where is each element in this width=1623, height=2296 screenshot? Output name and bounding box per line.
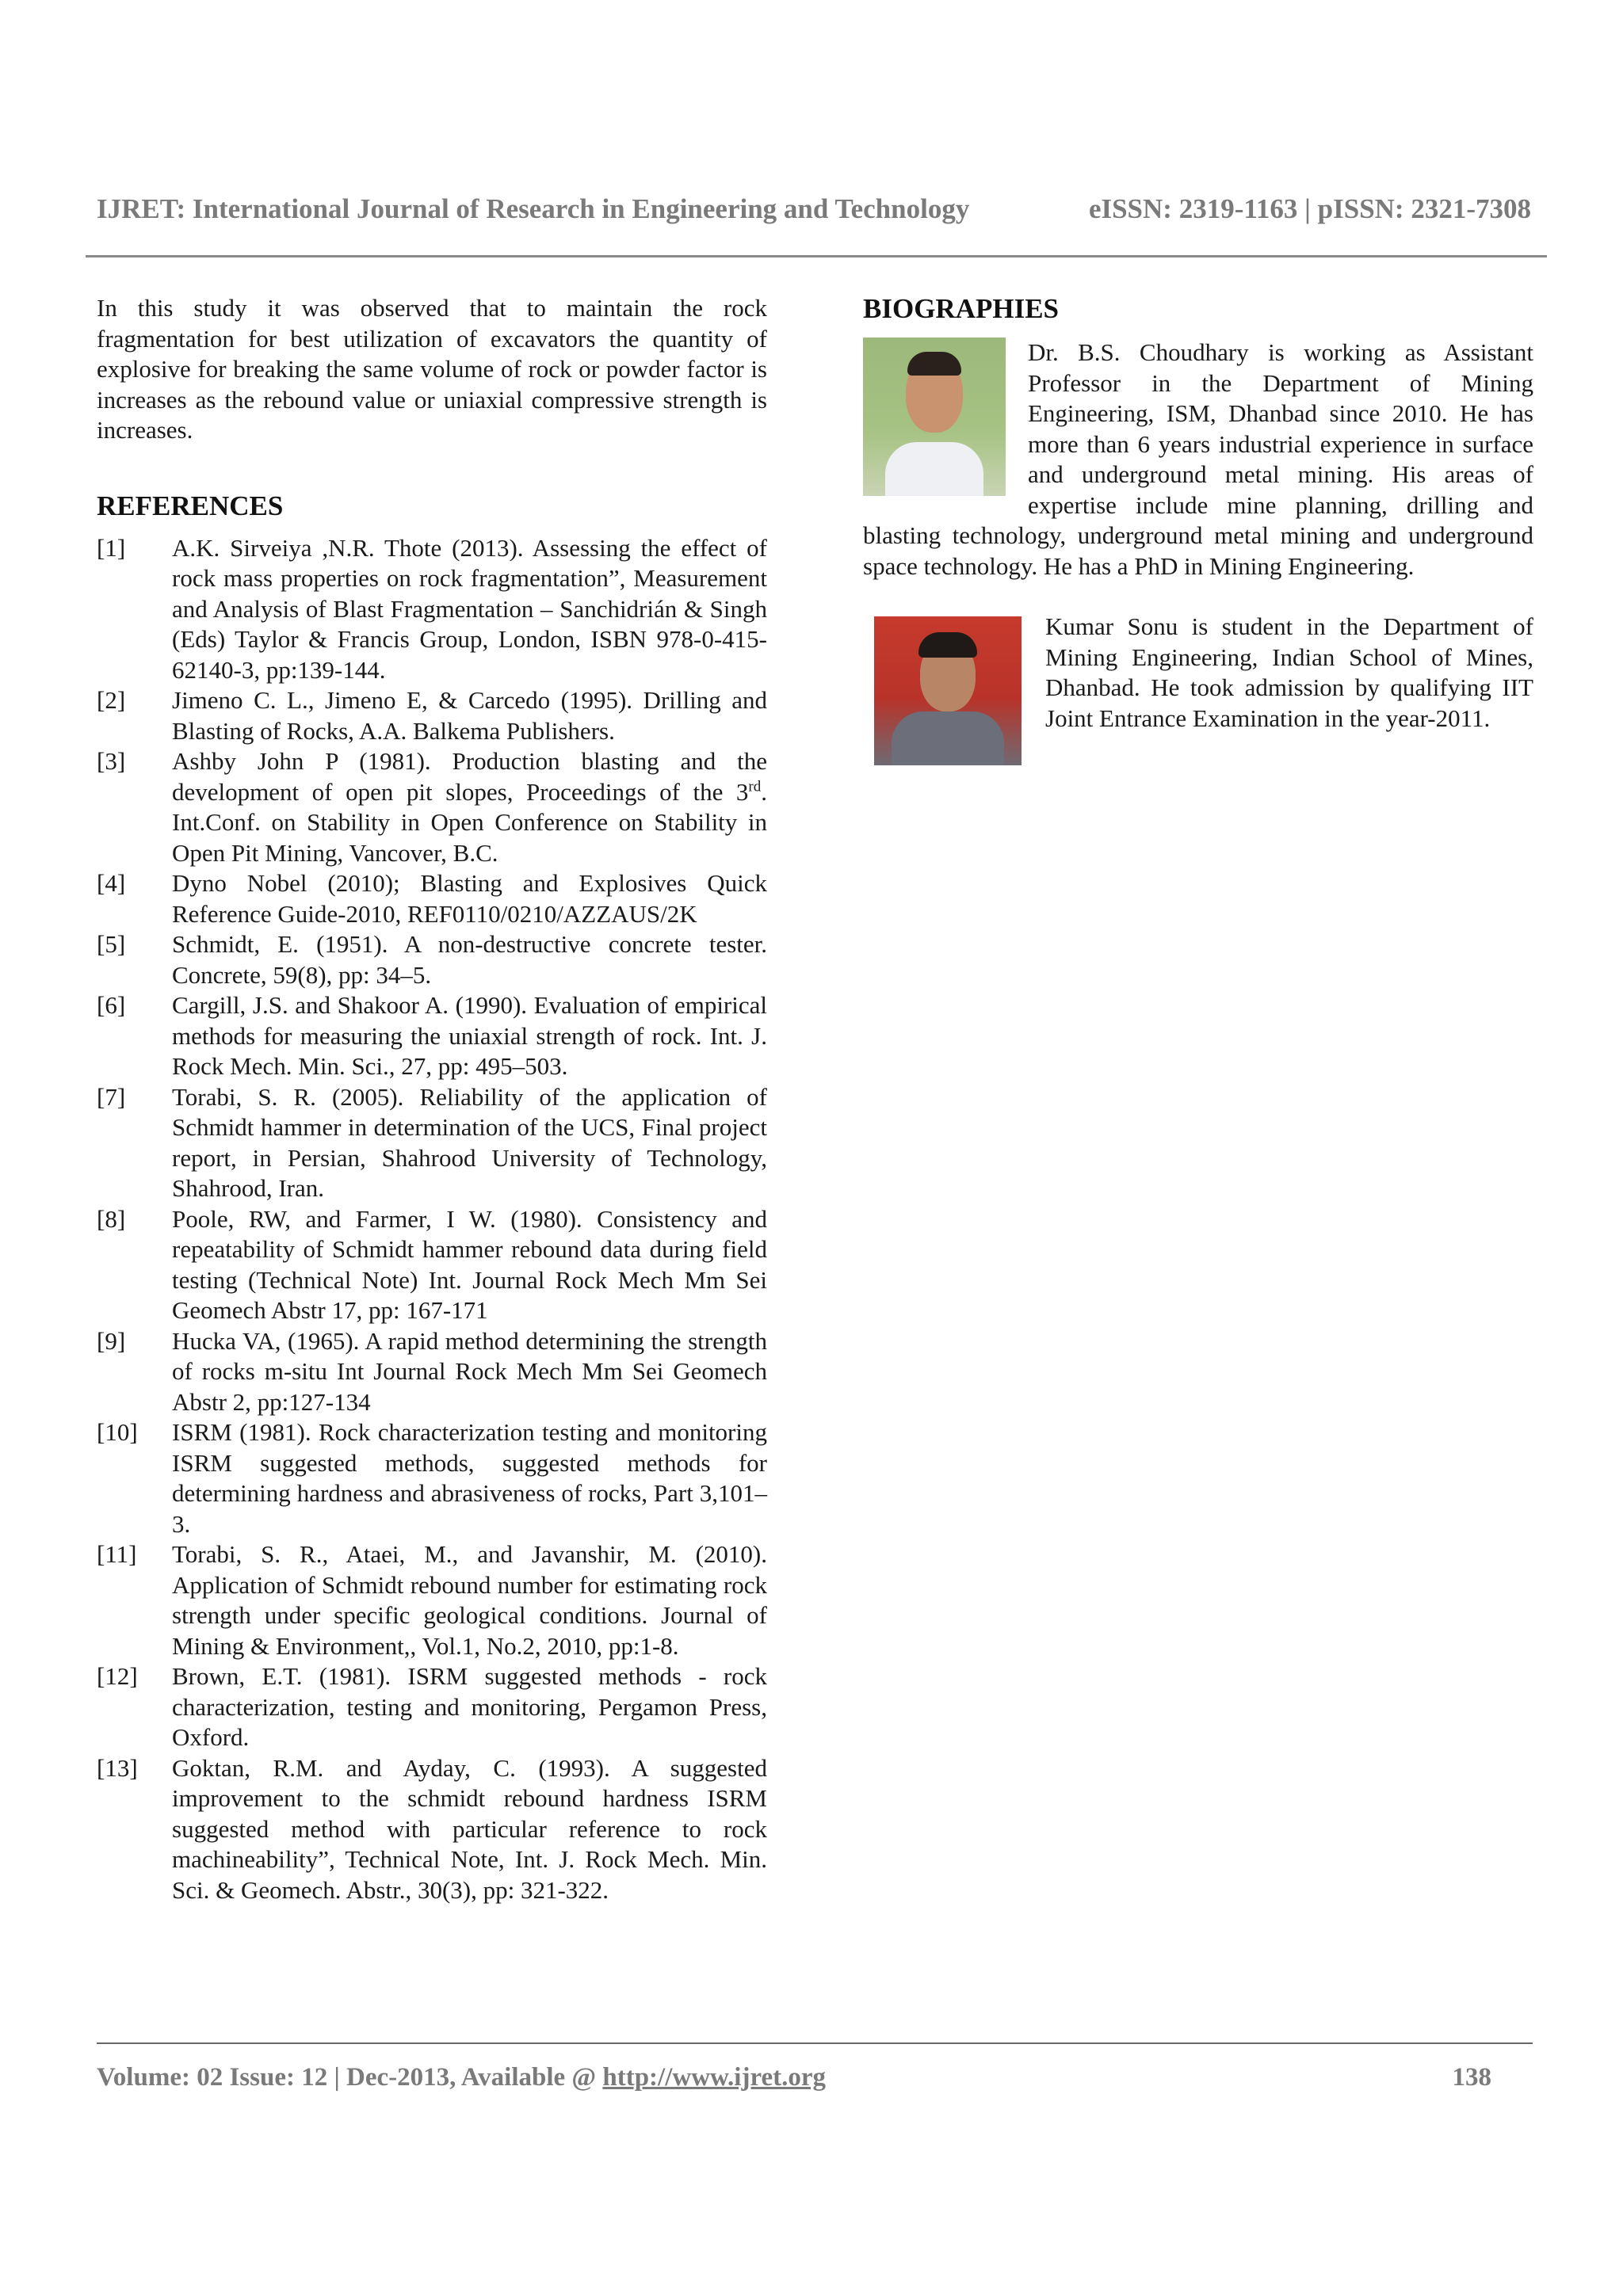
reference-text-part: . Int.Conf. on Stability in Open Conference on Stability in Open Pit Mining, Vancover, B.C. [172,777,767,867]
reference-item [97,1753,767,1906]
reference-number: [6] [97,991,126,1019]
reference-item [97,1082,767,1204]
reference-text: Brown, E.T. (1981). ISRM suggested methods - rock characterization, testing and monitoring, Pergamon Press, Oxford. [172,1662,767,1751]
reference-text: Cargill, J.S. and Shakoor A. (1990). Evaluation of empirical methods for measuring the uniaxial strength of rock. Int. J. Rock Mech. Min. Sci., 27, pp: 495–503. [172,991,767,1080]
reference-number: [9] [97,1326,126,1355]
reference-item [97,929,767,990]
reference-number: [1] [97,533,126,562]
reference-number: [13] [97,1753,138,1782]
reference-text: Schmidt, E. (1951). A non-destructive concrete tester. Concrete, 59(8), pp: 34–5. [172,930,767,989]
header-divider [86,255,1547,257]
reference-number: [11] [97,1540,137,1568]
reference-text: Dyno Nobel (2010); Blasting and Explosives Quick Reference Guide-2010, REF0110/0210/AZZAUS/2K [172,869,767,928]
reference-number: [3] [97,747,126,775]
right-column [863,293,1533,769]
reference-text: Goktan, R.M. and Ayday, C. (1993). A suggested improvement to the schmidt rebound hardness ISRM suggested method with particular reference to rock machineability”, Technical Note, Int. J. Rock Mech. Min. Sci. & Geomech. Abstr., 30(3), pp: 321-322. [172,1753,767,1904]
reference-list [97,533,767,1906]
ordinal-superscript: rd [748,778,762,795]
reference-item [97,1326,767,1418]
reference-text: Poole, RW, and Farmer, I W. (1980). Consistency and repeatability of Schmidt hammer rebound data during field testing (Technical Note) Int. Journal Rock Mech Mm Sei Geomech Abstr 17, pp: 167-171 [172,1204,767,1324]
reference-text [172,746,767,868]
reference-text: A.K. Sirveiya ,N.R. Thote (2013). Assessing the effect of rock mass properties on rock fragmentation”, Measurement and Analysis of Blast Fragmentation – Sanchidrián & Singh (Eds) Taylor & Francis Group, London, ISBN 978-0-415-62140-3, pp:139-144. [172,533,767,684]
reference-item [97,746,767,868]
biography-text: Kumar Sonu is student in the Department of Mining Engineering, Indian School of Mines, Dhanbad. He took admission by qualifying IIT Joint Entrance Examination in the year-2011. [1045,612,1533,732]
references-heading: REFERENCES [97,490,284,521]
reference-item [97,1204,767,1326]
author-photo [863,338,1006,496]
left-column [97,293,767,1905]
reference-text: Hucka VA, (1965). A rapid method determining the strength of rocks m-situ Int Journal Rock Mech Mm Sei Geomech Abstr 2, pp:127-134 [172,1326,767,1416]
reference-item [97,1661,767,1753]
reference-number: [8] [97,1204,126,1233]
reference-item [97,685,767,746]
reference-text-part: Ashby John P (1981). Production blasting and the development of open pit slopes, Proceedings of the 3 [172,747,767,806]
biography-text: Dr. B.S. Choudhary is working as Assistant Professor in the Department of Mining Engineering, ISM, Dhanbad since 2010. He has more than 6 years industrial experience in surface and underground metal mining. His areas of expertise include mine planning, drilling and blasting technology, underground metal mining and underground space technology. He has a PhD in Mining Engineering. [863,338,1533,580]
page-footer [97,2063,1491,2092]
reference-text: ISRM (1981). Rock characterization testing and monitoring ISRM suggested methods, suggested methods for determining hardness and abrasiveness of rocks, Part 3,101–3. [172,1418,767,1538]
footer-divider [97,2042,1533,2044]
reference-item [97,868,767,929]
biography-sonu [863,612,1533,769]
biographies-heading: BIOGRAPHIES [863,293,1059,324]
running-header [97,193,1531,225]
reference-item [97,990,767,1082]
biography-choudhary [863,338,1533,582]
page-number: 138 [1452,2063,1491,2092]
reference-text: Torabi, S. R., Ataei, M., and Javanshir, M. (2010). Application of Schmidt rebound number for estimating rock strength under specific geological conditions. Journal of Mining & Environment,, Vol.1, No.2, 2010, pp:1-8. [172,1540,767,1660]
intro-paragraph: In this study it was observed that to maintain the rock fragmentation for best utilization of excavators the quantity of explosive for breaking the same volume of rock or powder factor is increases as the rebound value or uniaxial compressive strength is increases. [97,294,767,444]
reference-number: [12] [97,1662,138,1690]
reference-number: [5] [97,930,126,958]
issue-text: Volume: 02 Issue: 12 | Dec-2013, Available @ [97,2063,603,2092]
reference-text: Jimeno C. L., Jimeno E, & Carcedo (1995). Drilling and Blasting of Rocks, A.A. Balkema Publishers. [172,686,767,745]
journal-title: IJRET: International Journal of Research in Engineering and Technology [97,193,970,224]
reference-number: [4] [97,869,126,897]
reference-number: [7] [97,1082,126,1111]
issn: eISSN: 2319-1163 | pISSN: 2321-7308 [1088,193,1531,224]
reference-number: [2] [97,686,126,714]
journal-link[interactable]: http://www.ijret.org [602,2063,827,2092]
author-photo [874,616,1022,765]
reference-text: Torabi, S. R. (2005). Reliability of the application of Schmidt hammer in determination of the UCS, Final project report, in Persian, Shahrood University of Technology, Shahrood, Iran. [172,1082,767,1202]
reference-item [97,1417,767,1539]
reference-number: [10] [97,1418,138,1446]
reference-item [97,1539,767,1661]
issue-info [97,2063,826,2092]
reference-item [97,533,767,686]
